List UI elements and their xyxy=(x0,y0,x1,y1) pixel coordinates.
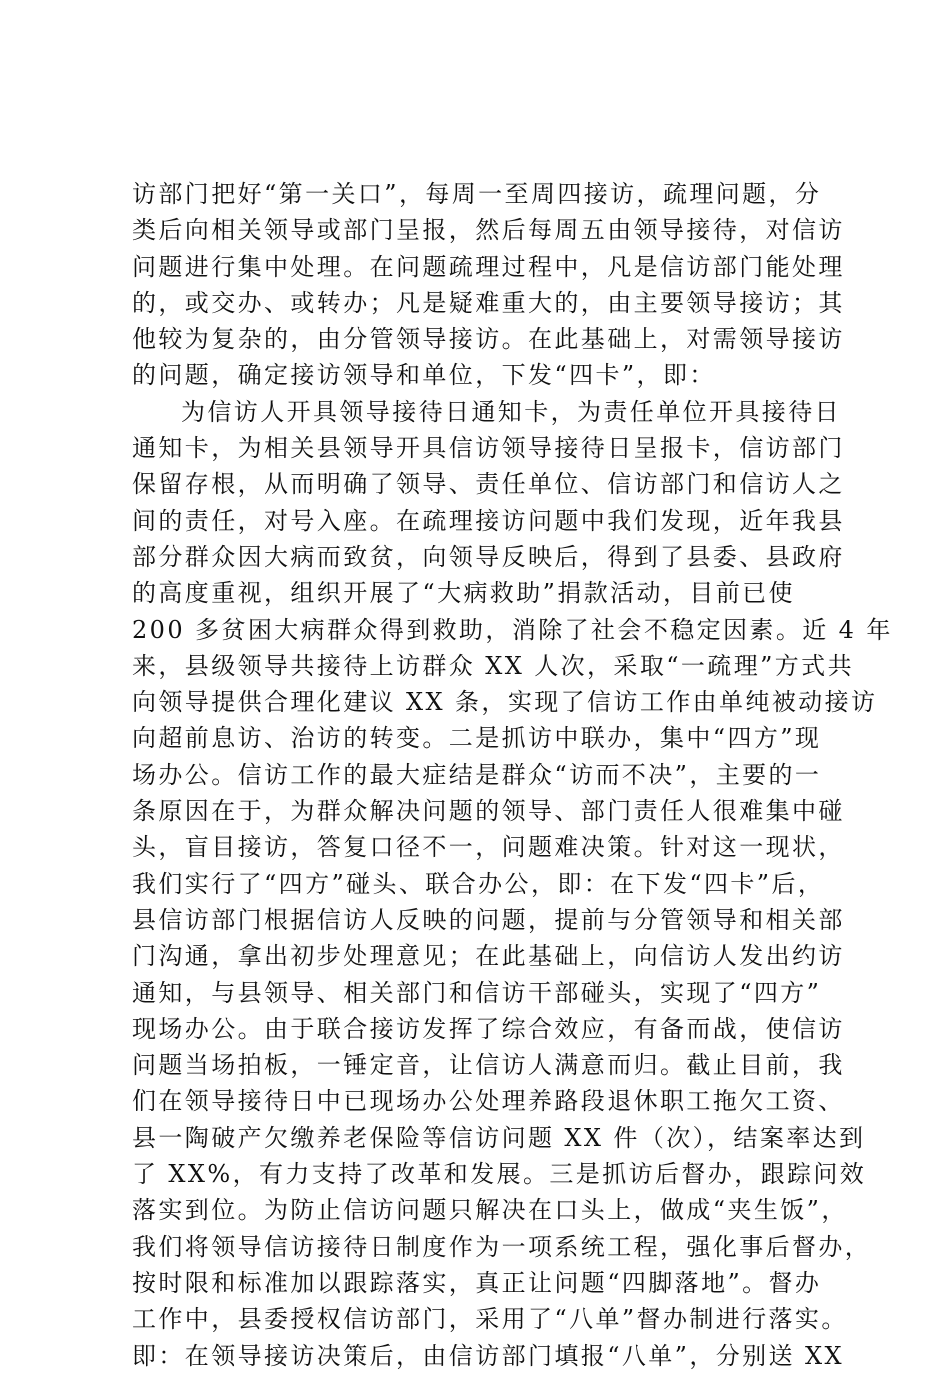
text-line: 部分群众因大病而致贫，向领导反映后，得到了县委、县政府 xyxy=(132,542,845,571)
body-text xyxy=(132,176,893,1374)
text-line: 落实到位。为防止信访问题只解决在口头上，做成“夹生饭”， xyxy=(132,1196,848,1225)
text-line: 来，县级领导共接待上访群众 XX 人次，采取“一疏理”方式共 xyxy=(132,651,854,680)
text-line: 200 多贫困大病群众得到救助，消除了社会不稳定因素。近 4 年 xyxy=(132,615,893,644)
text-line: 按时限和标准加以跟踪落实，真正让问题“四脚落地”。督办 xyxy=(132,1268,822,1297)
text-line: 向超前息访、治访的转变。二是抓访中联办，集中“四方”现 xyxy=(132,724,822,753)
text-line: 头，盲目接访，答复口径不一，问题难决策。针对这一现状， xyxy=(132,833,845,862)
text-line: 的，或交办、或转办；凡是疑难重大的，由主要领导接访；其 xyxy=(132,288,845,317)
text-line: 门沟通，拿出初步处理意见；在此基础上，向信访人发出约访 xyxy=(132,942,845,971)
paragraph-first-line: 为信访人开具领导接待日通知卡，为责任单位开具接待日 xyxy=(181,397,841,426)
text-line: 我们实行了“四方”碰头、联合办公，即：在下发“四卡”后， xyxy=(132,869,825,898)
text-line: 向领导提供合理化建议 XX 条，实现了信访工作由单纯被动接访 xyxy=(132,688,878,717)
text-line: 县一陶破产欠缴养老保险等信访问题 XX 件（次），结案率达到 xyxy=(132,1123,866,1152)
text-line: 即：在领导接访决策后，由信访部门填报“八单”，分别送 XX xyxy=(132,1341,844,1370)
text-line: 通知卡，为相关县领导开具信访领导接待日呈报卡，信访部门 xyxy=(132,434,845,463)
text-line: 了 XX%，有力支持了改革和发展。三是抓访后督办，跟踪问效 xyxy=(132,1160,867,1189)
text-line: 问题进行集中处理。在问题疏理过程中，凡是信访部门能处理 xyxy=(132,252,845,281)
text-line: 工作中，县委授权信访部门，采用了“八单”督办制进行落实。 xyxy=(132,1305,848,1334)
text-line: 问题当场拍板，一锤定音，让信访人满意而归。截止目前，我 xyxy=(132,1051,845,1080)
text-line: 间的责任，对号入座。在疏理接访问题中我们发现，近年我县 xyxy=(132,506,845,535)
text-line: 我们将领导信访接待日制度作为一项系统工程，强化事后督办， xyxy=(132,1232,872,1261)
text-line: 类后向相关领导或部门呈报，然后每周五由领导接待，对信访 xyxy=(132,216,845,245)
text-line: 场办公。信访工作的最大症结是群众“访而不决”，主要的一 xyxy=(132,760,822,789)
text-line: 的问题，确定接访领导和单位，下发“四卡”，即： xyxy=(132,361,716,390)
text-line: 他较为复杂的，由分管领导接访。在此基础上，对需领导接访 xyxy=(132,325,845,354)
text-line: 条原因在于，为群众解决问题的领导、部门责任人很难集中碰 xyxy=(132,797,845,826)
text-line: 县信访部门根据信访人反映的问题，提前与分管领导和相关部 xyxy=(132,905,845,934)
text-line: 访部门把好“第一关口”，每周一至周四接访，疏理问题，分 xyxy=(132,180,822,208)
text-line: 现场办公。由于联合接访发挥了综合效应，有备而战，使信访 xyxy=(132,1014,845,1043)
text-line: 们在领导接待日中已现场办公处理养路段退休职工拖欠工资、 xyxy=(132,1087,845,1116)
text-line: 通知，与县领导、相关部门和信访干部碰头，实现了“四方” xyxy=(132,978,822,1007)
text-line: 的高度重视，组织开展了“大病救助”捐款活动，目前已使 xyxy=(132,579,795,608)
text-line: 保留存根，从而明确了领导、责任单位、信访部门和信访人之 xyxy=(132,470,845,499)
